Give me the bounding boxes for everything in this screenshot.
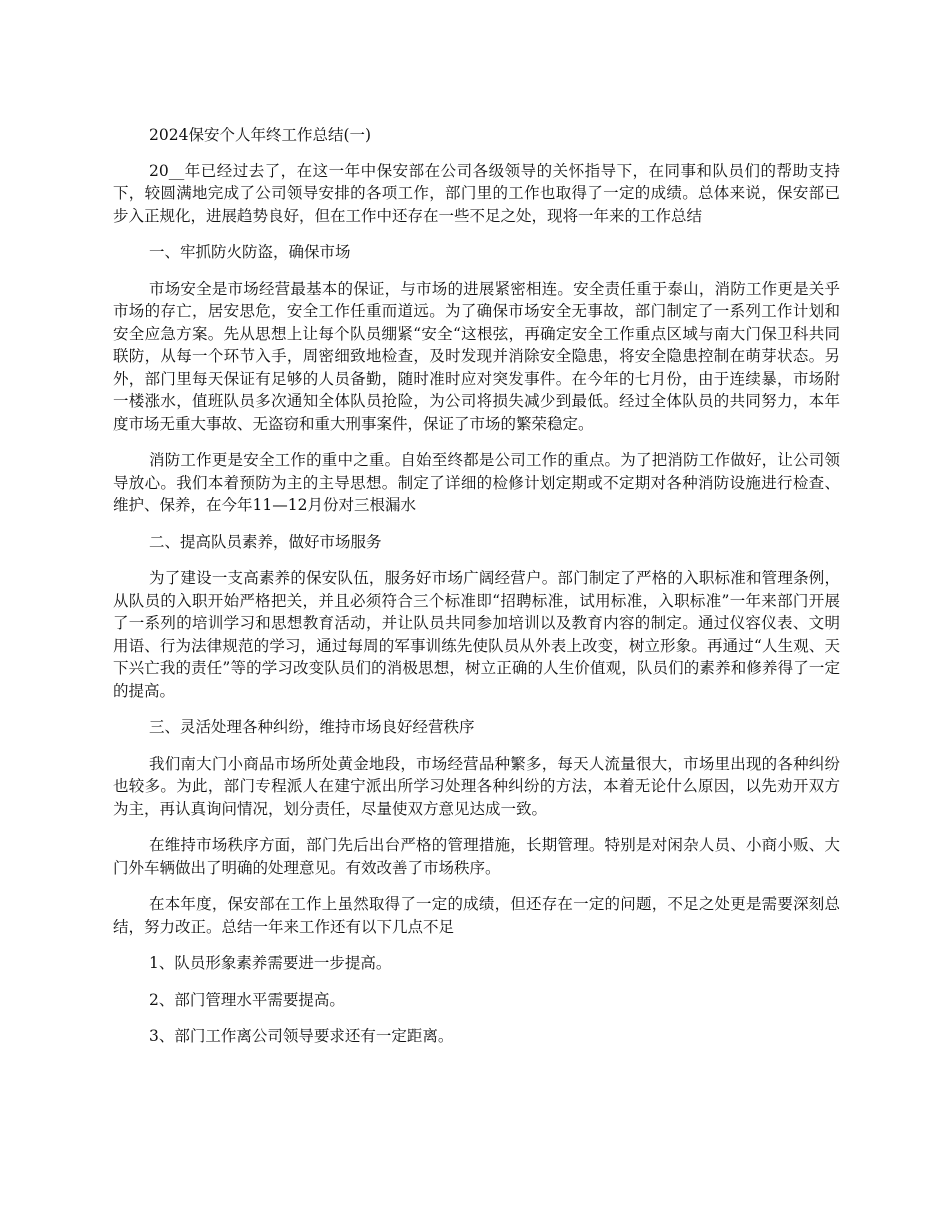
paragraph-shortcomings-intro: 在本年度，保安部在工作上虽然取得了一定的成绩，但还存在一定的问题，不足之处更是需要深刻总结，努力改正。总结一年来工作还有以下几点不足 bbox=[113, 895, 840, 936]
section-heading-1: 一、牢抓防火防盗，确保市场 bbox=[149, 243, 351, 261]
list-item-1: 1、队员形象素养需要进一步提高。 bbox=[149, 954, 392, 972]
section-heading-2: 二、提高队员素养，做好市场服务 bbox=[149, 532, 382, 551]
paragraph-intro: 20__年已经过去了，在这一年中保安部在公司各级领导的关怀指导下，在同事和队员们的帮助支持下，较圆满地完成了公司领导安排的各项工作，部门里的工作也取得了一定的成绩。总体来说，保安部已步入正规化，进展趋势良好，但在工作中还存在一些不足之处，现将一年来的工作总结 bbox=[113, 161, 840, 225]
document-title: 2024保安个人年终工作总结(一) bbox=[149, 126, 372, 144]
document-page bbox=[113, 124, 840, 1062]
list-item-3: 3、部门工作离公司领导要求还有一定距离。 bbox=[149, 1027, 454, 1045]
list-item-2: 2、部门管理水平需要提高。 bbox=[149, 990, 345, 1009]
paragraph-dispute-handling: 我们南大门小商品市场所处黄金地段，市场经营品种繁多，每天人流量很大，市场里出现的各种纠纷也较多。为此，部门专程派人在建宁派出所学习处理各种纠纷的方法，本着无论什么原因，以先劝开双方为主，再认真询问情况，划分责任，尽量使双方意见达成一致。 bbox=[113, 754, 840, 818]
section-heading-3: 三、灵活处理各种纠纷，维持市场良好经营秩序 bbox=[149, 718, 475, 736]
paragraph-market-order: 在维持市场秩序方面，部门先后出台严格的管理措施，长期管理。特别是对闲杂人员、小商小贩、大门外车辆做出了明确的处理意见。有效改善了市场秩序。 bbox=[113, 836, 840, 877]
paragraph-market-safety: 市场安全是市场经营最基本的保证，与市场的进展紧密相连。安全责任重于泰山，消防工作更是关乎市场的存亡，居安思危，安全工作任重而道远。为了确保市场安全无事故，部门制定了一系列工作计划和安全应急方案。先从思想上让每个队员绷紧“安全“这根弦，再确定安全工作重点区域与南大门保卫科共同联防，从每一个环节入手，周密细致地检查，及时发现并消除安全隐患，将安全隐患控制在萌芽状态。另外，部门里每天保证有足够的人员备勤，随时准时应对突发事件。在今年的七月份，由于连续暴，市场附一楼涨水，值班队员多次通知全体队员抢险，为公司将损失减少到最低。经过全体队员的共同努力，本年度市场无重大事故、无盗窃和重大刑事案件，保证了市场的繁荣稳定。 bbox=[113, 279, 840, 433]
paragraph-team-quality: 为了建设一支高素养的保安队伍，服务好市场广阔经营户。部门制定了严格的入职标准和管理条例，从队员的入职开始严格把关，并且必须符合三个标准即“招聘标准，试用标准，入职标准”一年来部门开展了一系列的培训学习和思想教育活动，并让队员共同参加培训以及教育内容的制定。通过仪容仪表、文明用语、行为法律规范的学习，通过每周的军事训练先使队员从外表上改变，树立形象。再通过“人生观、天下兴亡我的责任”等的学习改变队员们的消极思想，树立正确的人生价值观，队员们的素养和修养得了一定的提高。 bbox=[113, 569, 840, 700]
paragraph-fire-protection: 消防工作更是安全工作的重中之重。自始至终都是公司工作的重点。为了把消防工作做好，让公司领导放心。我们本着预防为主的主导思想。制定了详细的检修计划定期或不定期对各种消防设施进行检查、维护、保养，在今年11—12月份对三根漏水 bbox=[113, 451, 840, 514]
